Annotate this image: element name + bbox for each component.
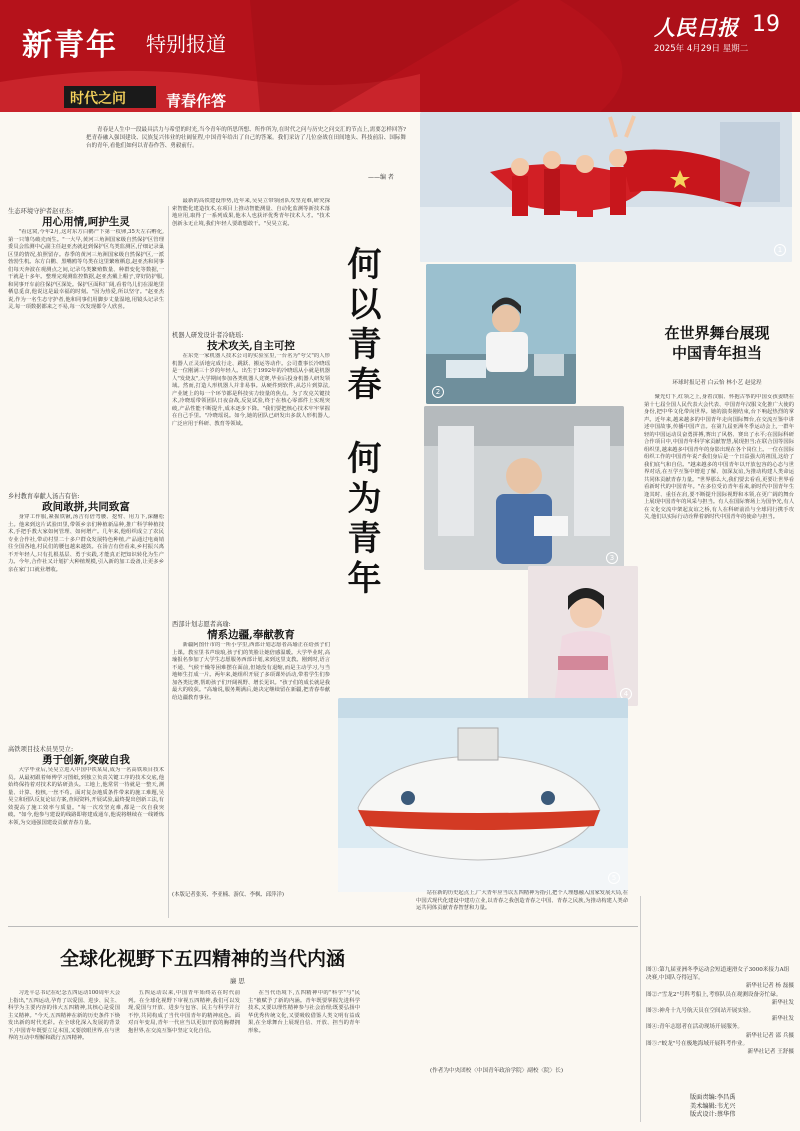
editor-line-3: 版式设计:蔡华伟 — [690, 1111, 736, 1119]
right-headline-2: 中国青年担当 — [671, 344, 762, 362]
bottom-col-3 — [248, 990, 360, 1120]
photo-1-skaters — [420, 112, 792, 262]
story-2-kicker: 乡村教育奉献人汤吉有倍: — [8, 493, 80, 500]
photo-1-illustration — [420, 112, 792, 262]
editor-credits — [690, 1094, 794, 1120]
caption-3: 图③:神舟十九号航天员在空间站开展实验。 — [646, 1008, 755, 1015]
section-logo: 新青年 — [22, 28, 118, 63]
issue-date: 2025年 4月29日 星期二 — [654, 44, 749, 54]
story-1-kicker: 生态环境守护者赵亚杰: — [8, 208, 74, 215]
story-1-body: "看这窝,今年2月,这对东方白鹳产下第一枚卵,35天左右孵化,第一只雏鸟破壳而生。"一大早,黄河三角洲国家级自然保护区管理委员会监测中心副主任赵亚杰就赶到保护区鸟类监测区,仔细记录巢区里的情况,拍照留存。春季的黄河三角洲国家级自然保护区,一派勃勃生机。东方白鹳、黑嘴鸥等鸟类在这里繁殖栖息,赵亚杰和同事们每天奔波在观测点之间,记录鸟类繁殖数量、种群变化等数据,一干就是十多年。整理完观测监控数据,赵亚杰戴上帽子,穿好防护服,和同事开车前往保护区深处。保护区面积广阔,看着鸟儿们在湿地里栖息觅食,他说这是最幸福的时刻。"因为热爱,所以坚守。"赵亚杰说,作为一名生态守护者,他和同事们用脚步丈量湿地,用镜头记录生灵,每一项数据都来之不易,每一次发现都令人欣喜。 — [8, 229, 164, 310]
photo-3-number: 3 — [606, 552, 618, 564]
editor-line-1: 版面责编:李昌禹 — [690, 1094, 736, 1101]
bottom-col-1 — [8, 990, 120, 1120]
bottom-col-2 — [128, 990, 240, 1120]
story-3-headline: 勇于创新,突破自我 — [42, 754, 130, 766]
photo-2-number: 2 — [432, 386, 444, 398]
column-divider — [168, 206, 169, 918]
photo-3-astronaut — [424, 406, 624, 570]
bottom-headline: 全球化视野下五四精神的当代内涵 — [60, 948, 346, 970]
story-5-body: 新疆阿图什市的一所小学里,西部计划志愿者高瑜正在给孩子们上课。教室里书声琅琅,孩子们的笑脸让她倍感温暖。大学毕业时,高瑜报名参加了大学生志愿服务西部计划,来到这里支教。刚到时,语言不通、气候干燥等困难摆在面前,但她没有退缩,而是主动学习,与当地师生打成一片。两年来,她组织开展了多项课外活动,带着学生们参加各类比赛,帮助孩子们开阔视野、增长见识。"孩子们的成长就是我最大的收获。"高瑜说,服务期满后,她决定继续留在新疆,把青春奉献给边疆教育事业。 — [172, 642, 330, 701]
photo-3-illustration — [424, 406, 624, 570]
story-1-headline: 用心用情,呵护生灵 — [42, 216, 130, 228]
column-answer: 青春作答 — [166, 92, 227, 110]
photo-5-submersible — [338, 698, 628, 892]
caption-5-credit: 新华社记者 王舒摄 — [747, 1049, 794, 1056]
caption-2: 图②:"雪龙2"号科考船上,考察队员在观测设备旁忙碌。 — [646, 991, 782, 998]
photo-2-lab — [426, 264, 576, 404]
caption-4: 图④:青年志愿者在活动现场开展服务。 — [646, 1024, 743, 1031]
bottom-col-3-text: 在当代语境下,五四精神中的"科学"与"民主"被赋予了新的内涵。青年既要掌握先进科学技术,又要以理性精神参与社会治理;既要弘扬中华优秀传统文化,又要吸收借鉴人类文明有益成果,在全球舞台上展现自信、开放、担当的青年形象。 — [248, 990, 360, 1034]
caption-1: 图①:第九届亚洲冬季运动会短道速滑女子3000米接力A组决赛,中国队夺得冠军。 — [646, 967, 790, 982]
masthead: 人民日报 — [654, 15, 738, 40]
article-column-1 — [8, 206, 164, 926]
captions-divider — [640, 896, 641, 1122]
caption-3-credit: 新华社发 — [771, 1016, 794, 1023]
section-subtitle: 特别报道 — [146, 32, 226, 56]
photo-4-illustration — [528, 566, 638, 706]
col2-top-body: 最新的高铁建设形势,近年来,吴昊立带领团队攻坚克难,研究探索智能化建造技术,在项目上推动智能测量、自动化监测等新技术落地应用,取得了一系列成果,他本人也获评优秀青年技术人才。"技术创新永无止境,我们年轻人要敢想敢干。"吴昊立说。 — [172, 198, 330, 227]
photo-2-illustration — [426, 264, 576, 404]
caption-2-credit: 新华社发 — [771, 999, 794, 1006]
reporter-credit: (本版记者张英、李亚楠、游仪、李枫、邱萍洋) — [172, 892, 285, 898]
right-body-text: 聚光灯下,红领之上,身着汉服、怀抱古筝的中国女孩姜晓在第十七届全国人民代表大会代表、中国青年汉服文化推广大使的身份,把中华文化带向世界。她的演奏刚结束,台下响起热烈的掌声。近年来,越来越多的中国青年走向国际舞台,在交流互鉴中讲述中国故事,传播中国声音。在第九届亚洲冬季运动会上,一群年轻的中国运动员奋勇拼搏,赛出了风格、赛出了水平;在国际科研合作项目中,中国青年科学家贡献智慧,展现担当;在联合国等国际组织里,越来越多中国青年的身影出现在各个岗位上。一位在国际组织工作的中国青年说:"我们身后是一个日益强大的祖国,这给了我们底气和自信。"越来越多的中国青年以开放包容的心态与世界对话,在互学互鉴中增进了解、加深友谊,为推动构建人类命运共同体贡献青春力量。"世界那么大,我们要去看看,更要让世界看看新时代的中国青年。"在多位受访青年看来,新时代中国青年生逢其时、重任在肩,要不断提升国际视野和本领,在更广阔的舞台上展现中国青年的风采与担当。有人在国际赛场上为国争光,有人在文化交流中架起友谊之桥,有人在科研前沿与全球同行携手攻关,他们以实际行动诠释着新时代中国青年的使命与担当。 — [644, 394, 794, 520]
bottom-author: 廉 思 — [230, 977, 245, 985]
editor-intro — [86, 126, 406, 176]
caption-4-credit: 新华社记者 邵 兵摄 — [745, 1032, 794, 1039]
photo-captions — [646, 966, 794, 1092]
story-5-kicker: 西部计划志愿者高瑜: — [172, 621, 231, 628]
bottom-col-4 — [416, 890, 628, 1062]
bottom-col-4-text: 站在新的历史起点上,广大青年应当以五四精神为指引,把个人理想融入国家发展大局,在中国式现代化建设中建功立业,以青春之我创造青春之中国、青春之民族,为推动构建人类命运共同体贡献青春智慧和力量。 — [416, 890, 628, 911]
caption-5: 图⑤:"蛟龙"号在极地海域开展科考作业。 — [646, 1040, 749, 1047]
story-3-body: 大学毕业后,吴昊立进入中国中铁某局,成为一名高铁项目技术员。从最初跟着师傅学习图纸,到独立负责关键工序的技术交底,他始终保持着对技术的钻研劲头。工地上,他常常一待就是一整天,测量、计算、校核,一丝不苟。面对复杂地质条件带来的施工难题,吴昊立和团队反复论证方案,查阅资料,开展试验,最终提出创新工法,有效提高了施工效率与质量。"每一次攻坚克难,都是一次自我突破。"如今,他参与建设的线路即将建成通车,他说将继续在一线锤炼本领,为交通强国建设贡献青春力量。 — [8, 767, 164, 826]
right-headline-1: 在世界舞台展现 — [664, 324, 770, 342]
article-column-2 — [172, 198, 330, 922]
story-2-body: 身穿工作服,紧握铁锹,汤吉有倍弯腰、挖臂、用力下,深翻松土。他来到这片试验田里,带领乡亲们种植新品种,推广科学种植技术,手把手教大家如何管理、如何增产。几年来,他组织成立了农民专业合作社,带动村里二十多户群众发展特色种植,产品通过电商销往全国各地,村民们的腰包越来越鼓。在汤吉有倍看来,乡村振兴离不开年轻人,只有扎根基层、勇于实践,才能真正把知识转化为生产力。今年,合作社又计划扩大种植规模,引入新的加工设备,让更多乡亲在家门口就业增收。 — [8, 514, 164, 573]
bottom-col-2-text: 五四运动以来,中国青年始终站在时代前列。在全球化视野下审视五四精神,我们可以发现,爱国与开放、进步与包容、民主与科学并行不悖,共同构成了当代中国青年的精神底色。面对百年变局,青年一代应当以更加开放的胸襟拥抱世界,在交流互鉴中坚定文化自信。 — [128, 990, 240, 1034]
photo-4-number: 4 — [620, 688, 632, 700]
story-3-kicker: 高铁项目技术员吴昊立: — [8, 746, 74, 753]
right-article-body — [644, 394, 794, 888]
story-5-headline: 情系边疆,奉献教育 — [207, 629, 295, 641]
photo-5-number: 5 — [608, 872, 620, 884]
bottom-author-note: (作者为中央团校〈中国青年政治学院〉副校〈院〉长) — [430, 1068, 564, 1074]
caption-1-credit: 新华社记者 杨 磊摄 — [745, 983, 794, 990]
page-number: 19 — [752, 12, 780, 37]
intro-signature: ——编 者 — [368, 174, 394, 181]
main-title-col-1: 何以青春 — [341, 246, 381, 406]
header-banner — [0, 0, 800, 112]
photo-4-portrait — [528, 566, 638, 706]
story-4-kicker: 机器人研发设计者冷晓瑶: — [172, 332, 244, 339]
photo-5-illustration — [338, 698, 628, 892]
story-4-body: 在东莞一家机器人技术公司的实验室里,一台名为"夸父"的人形机器人正灵活地完成行走、跳跃、搬运等动作。公司董事长冷晓瑶是一位刚满三十岁的年轻人。出生于1992年的冷晓瑶从小就是机器人"发烧友",大学期间参加各类机器人竞赛,毕业后投身机器人研发领域。然而,打造人形机器人并非易事。从硬件到软件,从芯片到算法,产业链上的每一个环节都是科技实力较量的焦点。为了攻克关键技术,冷晓瑶带领团队日夜奋战,反复试验,终于在核心零部件上实现突破,产品性能不断提升,成本逐步下降。"我们要把核心技术牢牢掌握在自己手里。"冷晓瑶说。如今,她的团队已研发出多款人形机器人,广泛应用于科研、教育等领域。 — [172, 353, 330, 427]
intro-text: 青春是人生中一段最具活力与希望的时光,当今青年的所思所想、所作所为,在时代之问与历史之问交汇的节点上,需要怎样回答?把青春融入强国建设、民族复兴伟业的壮阔征程,中国青年给出了自己的答案。我们采访了几位奋战在田间地头、科技前沿、国际舞台的青年,看他们如何以青春作答、勇毅前行。 — [86, 127, 406, 149]
column-name: 时代之问 — [70, 91, 126, 107]
photo-1-number: 1 — [774, 244, 786, 256]
right-byline: 环球时报记者 白云怡 林小艺 赵觉珵 — [672, 380, 762, 386]
story-4-headline: 技术攻关,自主可控 — [207, 340, 295, 352]
story-2-headline: 政间敢拼,共同致富 — [42, 501, 130, 513]
editor-line-2: 美术编辑:韦尤兴 — [690, 1102, 736, 1110]
bottom-col-1-text: 习近平总书记在纪念五四运动100周年大会上指出,"五四运动,孕育了以爱国、进步、民主、科学为主要内容的伟大五四精神,其核心是爱国主义精神。"今天,五四精神在新的历史条件下焕发出新的时代光彩。在全球化深入发展的背景下,中国青年既要立足本国,又要放眼世界,在与世界的互动中理解和践行五四精神。 — [8, 990, 120, 1041]
main-title-col-2: 何为青年 — [341, 440, 381, 600]
